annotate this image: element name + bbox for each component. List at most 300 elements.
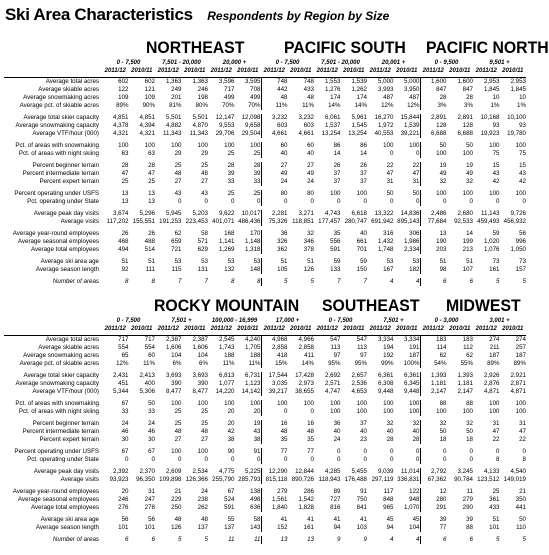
table-cell: 5,225 bbox=[245, 468, 261, 475]
table-cell: 14,836 bbox=[400, 210, 420, 217]
table-cell: 50 bbox=[519, 516, 526, 523]
table-cell: 401,071 bbox=[212, 218, 235, 225]
table-cell: 40 bbox=[333, 428, 341, 435]
table-cell: 43 bbox=[201, 190, 208, 197]
table-row bbox=[4, 238, 526, 246]
table-cell: 2,413 bbox=[139, 372, 155, 379]
table-cell: 0 bbox=[496, 448, 500, 455]
table-cell: 5,306 bbox=[139, 388, 155, 395]
table-cell: 5,945 bbox=[166, 210, 182, 217]
row-label: Pct. of areas with snowmaking bbox=[15, 142, 99, 149]
table-cell: 5,501 bbox=[192, 114, 208, 121]
table-cell: 499 bbox=[250, 94, 261, 101]
table-cell: 26 bbox=[121, 230, 129, 237]
table-cell: 28 bbox=[466, 94, 473, 101]
table-cell: 14,142 bbox=[241, 388, 261, 395]
table-cell: 255,790 bbox=[212, 476, 235, 483]
table-cell: 3,693 bbox=[166, 372, 182, 379]
table-cell: 37 bbox=[360, 420, 367, 427]
table-cell: 88 bbox=[466, 400, 473, 407]
table-cell: 13,254 bbox=[348, 130, 367, 137]
table-cell: 1,269 bbox=[219, 246, 235, 253]
season-year-label: 2010/11 bbox=[343, 326, 365, 332]
region-heading-row bbox=[4, 296, 526, 318]
table-cell: 12% bbox=[116, 360, 129, 367]
table-cell: 554 bbox=[144, 344, 155, 351]
table-cell: 12,290 bbox=[261, 468, 288, 476]
table-cell: 8 bbox=[522, 456, 526, 463]
table-cell: 39,221 bbox=[400, 130, 420, 137]
table-cell: 187 bbox=[489, 352, 500, 359]
table-cell: 13 bbox=[420, 230, 447, 238]
table-cell: 2,953 bbox=[510, 78, 526, 85]
table-row bbox=[4, 258, 526, 266]
table-row bbox=[4, 210, 526, 218]
table-row bbox=[4, 504, 526, 512]
season-year-label: 2010/11 bbox=[502, 326, 524, 332]
row-label: Average VTF/hour (000) bbox=[32, 388, 99, 395]
table-cell: 1,181 bbox=[457, 380, 473, 387]
table-cell: 67 bbox=[148, 448, 155, 455]
table-row bbox=[4, 428, 526, 436]
table-cell: 0 bbox=[151, 456, 155, 463]
table-cell: 100 bbox=[462, 190, 473, 197]
table-cell: 602 bbox=[118, 78, 129, 85]
season-year-label: 2010/11 bbox=[343, 68, 365, 74]
table-cell: 121 bbox=[144, 86, 155, 93]
table-cell: 2,431 bbox=[113, 372, 129, 379]
table-row bbox=[4, 352, 526, 360]
region-heading: MIDWEST bbox=[446, 296, 521, 315]
table-cell: 14,220 bbox=[215, 388, 235, 395]
table-cell: 126,366 bbox=[185, 476, 208, 483]
data-table bbox=[4, 336, 526, 544]
table-cell: 94 bbox=[333, 524, 341, 531]
table-cell: 16 bbox=[261, 420, 288, 428]
table-cell: 9 bbox=[337, 536, 341, 543]
table-cell: 13 bbox=[121, 190, 129, 197]
table-cell: 459,493 bbox=[477, 218, 500, 225]
table-cell: 1,148 bbox=[245, 238, 261, 245]
table-cell: 591 bbox=[224, 504, 235, 511]
table-cell: 100 bbox=[224, 142, 235, 149]
row-label: Average seasonal employees bbox=[17, 496, 99, 503]
table-cell: 0 bbox=[522, 198, 526, 205]
table-cell: 554 bbox=[118, 344, 129, 351]
table-cell: 1% bbox=[517, 102, 526, 109]
size-class-label: 0 - 7,500 bbox=[275, 60, 300, 66]
table-cell: 10 bbox=[519, 94, 526, 101]
table-cell: 104 bbox=[409, 524, 420, 531]
table-cell: 27 bbox=[261, 162, 288, 170]
table-row bbox=[4, 198, 526, 206]
table-cell: 0 bbox=[310, 408, 314, 415]
table-cell: 114 bbox=[420, 344, 447, 352]
table-cell: 498 bbox=[250, 496, 261, 503]
table-cell: 25 bbox=[492, 488, 500, 495]
table-cell: 5 bbox=[178, 536, 182, 543]
table-cell: 19,923 bbox=[480, 130, 500, 137]
table-cell: 100 bbox=[356, 408, 367, 415]
table-cell: 28 bbox=[148, 162, 155, 169]
table-cell: 109 bbox=[144, 94, 155, 101]
table-cell: 4,653 bbox=[351, 388, 367, 395]
table-cell: 390 bbox=[171, 380, 182, 387]
table-cell: 51 bbox=[261, 258, 288, 266]
table-cell: 14% bbox=[328, 102, 341, 109]
table-row bbox=[4, 170, 526, 178]
table-cell: 51 bbox=[148, 258, 155, 265]
table-cell: 4 bbox=[416, 278, 420, 285]
table-cell: 100 bbox=[489, 190, 500, 197]
table-cell: 4,540 bbox=[510, 468, 526, 475]
table-cell: 13 bbox=[148, 190, 155, 197]
table-cell: 0 bbox=[390, 150, 394, 157]
table-cell: 187 bbox=[409, 352, 420, 359]
table-cell: 39,217 bbox=[261, 388, 288, 396]
table-cell: 390 bbox=[197, 380, 208, 387]
table-cell: 37 bbox=[360, 178, 367, 185]
table-cell: 90,784 bbox=[454, 476, 473, 483]
table-cell: 190 bbox=[420, 238, 447, 246]
season-year-label: 2011/12 bbox=[369, 68, 391, 74]
table-cell: 0 bbox=[522, 448, 526, 455]
table-cell: 4,851 bbox=[113, 114, 129, 121]
table-cell: 326 bbox=[261, 238, 288, 246]
table-cell: 12,147 bbox=[215, 114, 235, 121]
table-cell: 73 bbox=[519, 258, 526, 265]
table-cell: 3,993 bbox=[378, 86, 394, 93]
table-cell: 5,455 bbox=[351, 468, 367, 475]
table-cell: 25 bbox=[121, 178, 129, 185]
table-cell: 1,050 bbox=[510, 246, 526, 253]
table-cell: 77 bbox=[261, 448, 288, 456]
table-cell: 100 bbox=[330, 400, 341, 407]
table-cell: 2,609 bbox=[166, 468, 182, 475]
table-cell: 11% bbox=[261, 102, 288, 110]
table-cell: 20 bbox=[253, 408, 261, 415]
row-label: Average snowmaking capacity bbox=[15, 122, 99, 129]
table-cell: 8 bbox=[125, 278, 129, 285]
table-cell: 100 bbox=[515, 142, 526, 149]
table-cell: 123,512 bbox=[477, 476, 500, 483]
table-row bbox=[4, 344, 526, 352]
table-cell: 194 bbox=[383, 344, 394, 351]
table-cell: 183 bbox=[420, 336, 447, 344]
table-cell: 48 bbox=[201, 428, 208, 435]
table-cell: 118,851 bbox=[292, 218, 314, 225]
table-cell: 4,968 bbox=[261, 336, 288, 344]
table-cell: 229 bbox=[171, 496, 182, 503]
table-cell: 4,378 bbox=[113, 122, 129, 129]
table-cell: 93 bbox=[492, 122, 500, 129]
table-cell: 89% bbox=[513, 360, 526, 367]
table-cell: 33 bbox=[121, 408, 129, 415]
table-cell: 29 bbox=[174, 150, 182, 157]
table-cell: 4,882 bbox=[166, 122, 182, 129]
table-cell: 10,100 bbox=[507, 114, 526, 121]
table-cell: 51 bbox=[420, 258, 447, 266]
table-cell: 5 bbox=[496, 536, 500, 543]
table-cell: 122 bbox=[118, 86, 129, 93]
table-cell: 2,387 bbox=[166, 336, 182, 343]
table-cell: 1,972 bbox=[378, 122, 394, 129]
table-cell: 17,428 bbox=[295, 372, 314, 379]
table-cell: 556 bbox=[330, 238, 341, 245]
table-cell: 89% bbox=[116, 102, 129, 109]
table-cell: 100 bbox=[330, 408, 341, 415]
table-cell: 848 bbox=[383, 496, 394, 503]
table-cell: 0 bbox=[310, 456, 314, 463]
table-cell: 60 bbox=[261, 142, 288, 150]
table-cell: 48 bbox=[174, 516, 182, 523]
size-class-label: 0 - 7,500 bbox=[116, 60, 141, 66]
table-cell: 50 bbox=[466, 428, 473, 435]
table-cell: 14% bbox=[301, 360, 314, 367]
table-row bbox=[4, 408, 526, 416]
table-cell: 92 bbox=[121, 266, 129, 273]
table-cell: 1,276 bbox=[325, 86, 341, 93]
table-cell: 4,747 bbox=[325, 388, 341, 395]
table-cell: 28 bbox=[420, 94, 447, 102]
table-cell: 2,147 bbox=[420, 388, 447, 396]
table-cell: 50 bbox=[420, 428, 447, 436]
table-cell: 13 bbox=[307, 536, 314, 543]
season-year-label: 2010/11 bbox=[131, 326, 153, 332]
table-cell: 100 bbox=[489, 400, 500, 407]
row-label: Average ski area age bbox=[40, 258, 99, 265]
table-cell: 2,891 bbox=[457, 114, 473, 121]
table-cell: 100 bbox=[383, 408, 394, 415]
table-cell: 13,322 bbox=[374, 210, 394, 217]
table-cell: 91 bbox=[360, 488, 367, 495]
table-row bbox=[4, 436, 526, 444]
table-row bbox=[4, 122, 526, 130]
row-label: Average visits bbox=[60, 476, 99, 483]
table-cell: 97 bbox=[333, 352, 341, 359]
table-cell: 53 bbox=[253, 258, 261, 265]
table-cell: 19 bbox=[466, 162, 473, 169]
table-cell: 6,308 bbox=[378, 380, 394, 387]
table-cell: 378 bbox=[303, 246, 314, 253]
table-cell: 188 bbox=[224, 352, 235, 359]
table-cell: 89% bbox=[487, 360, 500, 367]
table-cell: 100 bbox=[171, 400, 182, 407]
region-heading-row bbox=[4, 38, 549, 60]
season-year-label: 2011/12 bbox=[316, 326, 338, 332]
table-cell: 6,731 bbox=[245, 372, 261, 379]
size-class-label: 20,001 + bbox=[381, 60, 406, 66]
table-cell: 0 bbox=[261, 456, 288, 464]
table-cell: 137 bbox=[224, 524, 235, 531]
table-cell: 11 bbox=[228, 536, 235, 543]
table-cell: 6,345 bbox=[404, 380, 420, 387]
table-cell: 4,321 bbox=[139, 130, 155, 137]
table-cell: 20 bbox=[227, 408, 235, 415]
table-cell: 109,898 bbox=[159, 476, 182, 483]
table-cell: 3,693 bbox=[192, 372, 208, 379]
table-cell: 122 bbox=[409, 488, 420, 495]
table-cell: 198 bbox=[197, 94, 208, 101]
table-cell: 6,361 bbox=[404, 372, 420, 379]
table-cell: 90% bbox=[142, 102, 155, 109]
table-cell: 128 bbox=[462, 122, 473, 129]
table-cell: 280,747 bbox=[344, 218, 367, 225]
table-cell: 350 bbox=[515, 496, 526, 503]
table-cell: 11% bbox=[302, 102, 314, 109]
table-cell: 4,966 bbox=[298, 336, 314, 343]
table-row bbox=[4, 468, 526, 476]
table-cell: 11% bbox=[248, 360, 261, 367]
row-label: Average total skier capacity bbox=[23, 372, 99, 379]
table-cell: 32 bbox=[420, 420, 447, 428]
table-cell: 86 bbox=[333, 142, 341, 149]
season-year-label: 2011/12 bbox=[104, 68, 126, 74]
table-cell: 1,020 bbox=[484, 238, 500, 245]
table-cell: 50 bbox=[412, 190, 420, 197]
table-cell: 4,133 bbox=[484, 468, 500, 475]
table-cell: 7 bbox=[178, 278, 182, 285]
table-cell: 441 bbox=[515, 504, 526, 511]
table-cell: 3,334 bbox=[404, 336, 420, 343]
table-cell: 0 bbox=[337, 456, 341, 463]
table-cell: 8 bbox=[231, 278, 235, 285]
table-cell: 51 bbox=[307, 258, 314, 265]
table-cell: 1,840 bbox=[261, 504, 288, 512]
table-cell: 2,692 bbox=[325, 372, 341, 379]
table-cell: 2,926 bbox=[484, 372, 500, 379]
table-cell: 32 bbox=[420, 178, 447, 186]
table-cell: 96,350 bbox=[136, 476, 155, 483]
table-cell: 3,271 bbox=[298, 210, 314, 217]
table-cell: 177,457 bbox=[318, 218, 341, 225]
table-cell: 246 bbox=[118, 496, 129, 503]
table-cell: 161 bbox=[303, 524, 314, 531]
table-row bbox=[4, 162, 526, 170]
table-cell: 62 bbox=[420, 352, 447, 360]
table-cell: 56 bbox=[121, 516, 129, 523]
size-class-label: 0 - 9,500 bbox=[434, 60, 459, 66]
table-row bbox=[4, 94, 526, 102]
table-cell: 19 bbox=[420, 162, 447, 170]
table-cell: 965 bbox=[383, 504, 394, 511]
table-cell: 170 bbox=[250, 230, 261, 237]
size-class-label: 0 - 7,500 bbox=[116, 318, 141, 324]
table-cell: 70% bbox=[222, 102, 235, 109]
table-cell: 8 bbox=[151, 278, 155, 285]
table-cell: 53 bbox=[174, 258, 182, 265]
table-cell: 5 bbox=[261, 278, 288, 286]
region-heading: PACIFIC SOUTH bbox=[284, 38, 406, 57]
row-label: Percent expert terrain bbox=[39, 436, 99, 443]
region-heading: SOUTHEAST bbox=[322, 296, 420, 315]
table-cell: 12 bbox=[420, 488, 447, 496]
table-row bbox=[4, 336, 526, 344]
row-label: Average season length bbox=[35, 524, 99, 531]
table-cell: 40 bbox=[261, 150, 288, 158]
table-cell: 13 bbox=[261, 536, 288, 544]
table-cell: 39 bbox=[227, 170, 235, 177]
row-label: Average peak day visits bbox=[33, 210, 99, 217]
table-cell: 100 bbox=[409, 408, 420, 415]
row-label: Pct. of areas with night skiing bbox=[18, 150, 99, 157]
table-cell: 26 bbox=[333, 162, 341, 169]
table-row bbox=[4, 496, 526, 504]
table-cell: 32 bbox=[412, 420, 420, 427]
table-cell: 55% bbox=[460, 360, 473, 367]
table-cell: 249 bbox=[171, 86, 182, 93]
table-cell: 22 bbox=[386, 162, 394, 169]
row-label: Number of areas bbox=[52, 536, 99, 543]
table-cell: 167 bbox=[383, 266, 394, 273]
size-class-label: 100,000 - 16,999 bbox=[211, 318, 258, 324]
table-cell: 26 bbox=[360, 162, 367, 169]
table-cell: 62 bbox=[466, 352, 473, 359]
table-cell: 31 bbox=[386, 178, 394, 185]
table-cell: 94 bbox=[386, 524, 394, 531]
table-cell: 1,070 bbox=[404, 504, 420, 511]
size-class-label: 20,000 + bbox=[222, 60, 247, 66]
table-cell: 32 bbox=[386, 420, 394, 427]
table-cell: 58 bbox=[201, 230, 208, 237]
table-cell: 53 bbox=[412, 258, 420, 265]
table-cell: 0 bbox=[261, 408, 288, 416]
table-cell: 5,203 bbox=[192, 210, 208, 217]
table-cell: 182 bbox=[409, 266, 420, 273]
table-cell: 110 bbox=[516, 524, 526, 531]
table-cell: 20 bbox=[121, 488, 129, 495]
table-cell: 22 bbox=[412, 162, 420, 169]
season-year-label: 2011/12 bbox=[210, 68, 232, 74]
row-label: Average total skier capacity bbox=[23, 114, 99, 121]
table-cell: 35 bbox=[333, 230, 341, 237]
table-cell: 5 bbox=[496, 278, 500, 285]
table-cell: 22 bbox=[492, 436, 500, 443]
table-cell: 306 bbox=[409, 230, 420, 237]
table-cell: 73 bbox=[492, 258, 500, 265]
table-cell: 12,098 bbox=[241, 114, 261, 121]
table-cell: 361 bbox=[489, 496, 500, 503]
table-cell: 67 bbox=[121, 448, 129, 455]
table-cell: 138 bbox=[250, 488, 261, 495]
table-cell: 75 bbox=[492, 150, 500, 157]
table-cell: 43 bbox=[174, 190, 182, 197]
table-cell: 38,655 bbox=[295, 388, 314, 395]
table-cell: 89 bbox=[333, 488, 341, 495]
table-cell: 100 bbox=[489, 408, 500, 415]
table-cell: 174 bbox=[356, 94, 367, 101]
table-row bbox=[4, 400, 526, 408]
table-cell: 38 bbox=[253, 436, 261, 443]
table-cell: 336,831 bbox=[397, 476, 420, 483]
table-cell: 250 bbox=[171, 504, 182, 511]
table-cell: 6,813 bbox=[219, 372, 235, 379]
table-cell: 63 bbox=[121, 150, 129, 157]
table-cell: 717 bbox=[224, 86, 235, 93]
table-row bbox=[4, 78, 526, 86]
region-heading: NORTHEAST bbox=[146, 38, 245, 57]
table-cell: 40,553 bbox=[374, 130, 394, 137]
table-cell: 104 bbox=[171, 352, 182, 359]
table-cell: 3,232 bbox=[261, 114, 288, 122]
size-class-row bbox=[4, 60, 526, 68]
table-cell: 238 bbox=[197, 496, 208, 503]
size-class-label: 7,501 + bbox=[383, 318, 404, 324]
table-cell: 28 bbox=[386, 436, 394, 443]
table-cell: 2,486 bbox=[420, 210, 447, 218]
table-cell: 112 bbox=[463, 344, 473, 351]
table-cell: 6% bbox=[172, 360, 182, 367]
